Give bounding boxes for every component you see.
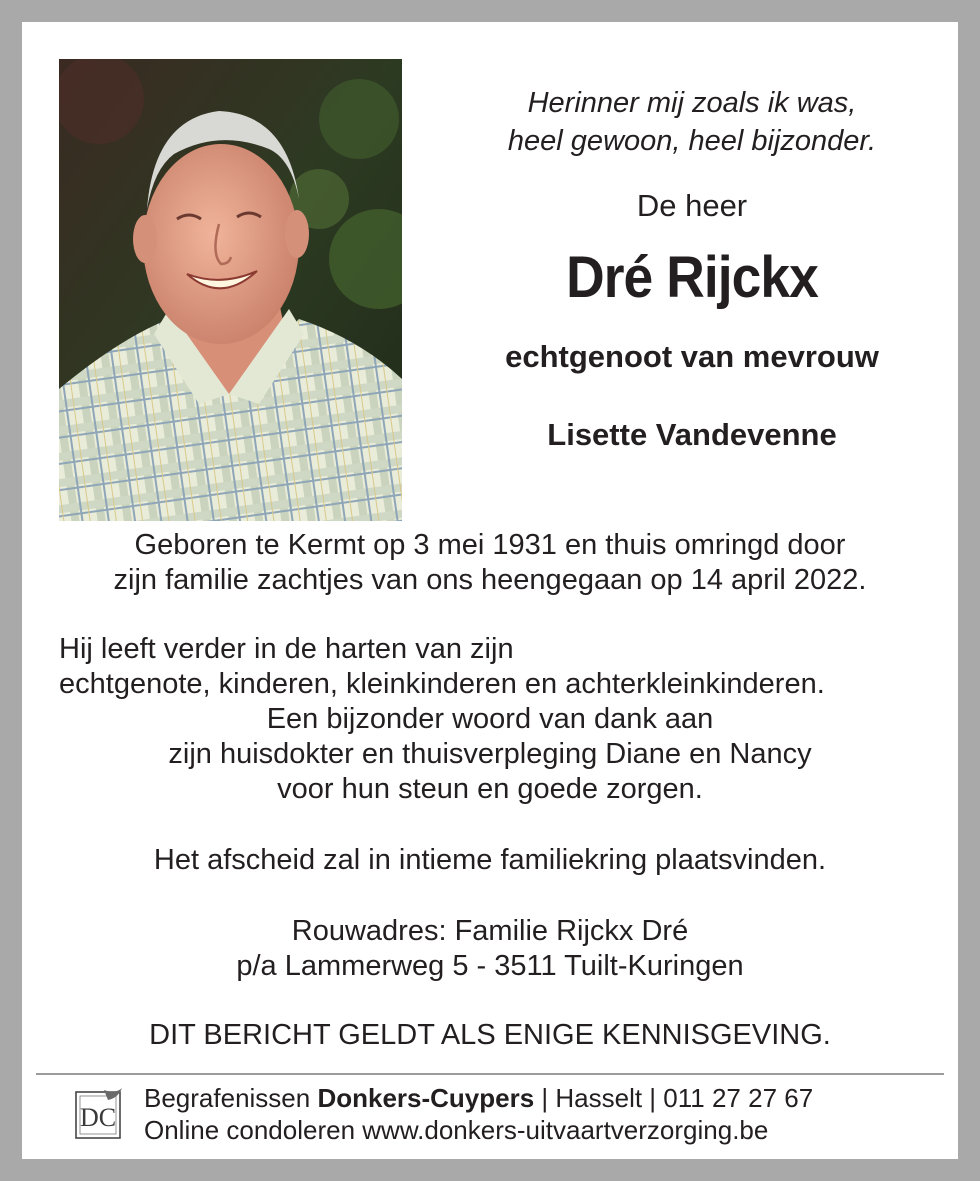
address-block [22, 914, 958, 984]
quote-line-2: heel gewoon, heel bijzonder. [507, 125, 877, 157]
lives-line-2: echtgenote, kinderen, kleinkinderen en achterkleinkinderen. [59, 668, 825, 700]
lives-on-block [22, 632, 958, 807]
lives-line-5: voor hun steun en goede zorgen. [277, 773, 703, 805]
footer-prefix: Begrafenissen [144, 1083, 318, 1113]
death-notice-card [22, 22, 958, 1159]
spouse-label: echtgenoot van mevrouw [505, 339, 879, 374]
quote-line-1: Herinner mij zoals ik was, [527, 87, 857, 119]
farewell-text: Het afscheid zal in intieme familiekring plaatsvinden. [153, 844, 827, 876]
company-name: Donkers-Cuypers [317, 1083, 535, 1113]
lives-line-1: Hij leeft verder in de harten van zijn [59, 633, 514, 665]
footer-phone[interactable]: 011 27 27 67 [663, 1083, 814, 1113]
svg-text:DC: DC [79, 1103, 117, 1132]
footer-city: | Hasselt | [534, 1083, 664, 1113]
footer [74, 1080, 944, 1150]
footer-text [144, 1082, 813, 1146]
portrait-photo [59, 59, 402, 521]
condolence-label: Online condoleren [144, 1115, 363, 1145]
funeral-home-logo [74, 1088, 124, 1142]
birth-block [22, 528, 958, 598]
address-line-1: Rouwadres: Familie Rijckx Dré [291, 915, 689, 947]
birth-line-2: zijn familie zachtjes van ons heengegaan op 14 april 2022. [113, 564, 867, 596]
footer-line-2 [144, 1114, 813, 1146]
notice-text: DIT BERICHT GELDT ALS ENIGE KENNISGEVING. [149, 1019, 831, 1051]
spouse-name: Lisette Vandevenne [547, 417, 837, 452]
footer-line-1 [144, 1082, 813, 1114]
divider [36, 1073, 944, 1075]
lives-line-4: zijn huisdokter en thuisverpleging Diane en Nancy [168, 738, 812, 770]
salutation: De heer [636, 188, 748, 223]
website-link[interactable]: www.donkers-uitvaartverzorging.be [362, 1115, 769, 1145]
birth-line-1: Geboren te Kermt op 3 mei 1931 en thuis omringd door [134, 529, 846, 561]
header-block [432, 84, 952, 453]
lives-line-3: Een bijzonder woord van dank aan [266, 703, 714, 735]
address-line-2: p/a Lammerweg 5 - 3511 Tuilt-Kuringen [236, 950, 744, 982]
deceased-name: Dré Rijckx [566, 245, 818, 310]
